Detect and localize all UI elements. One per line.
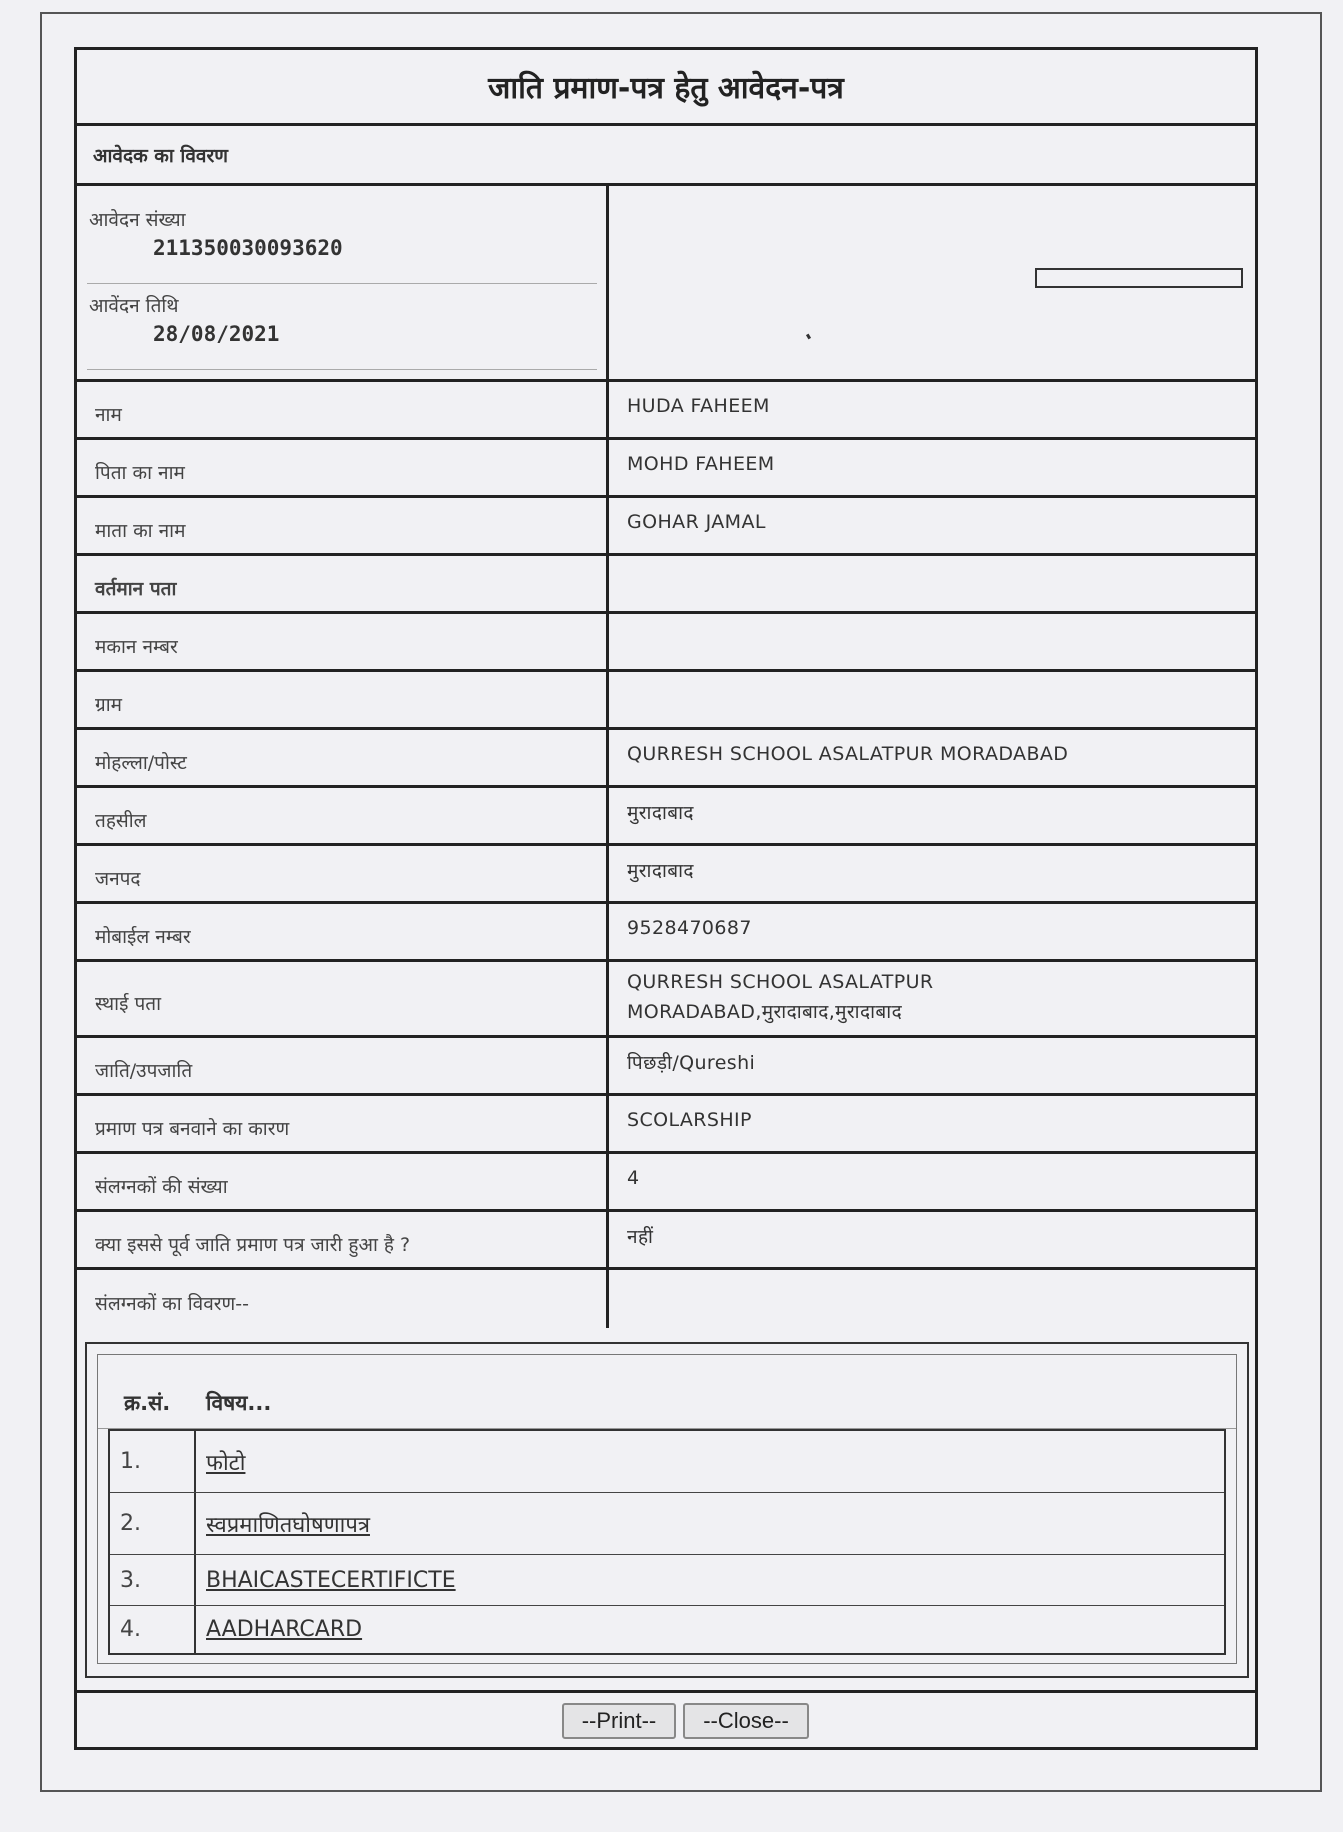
row-value: 9528470687 <box>627 916 752 939</box>
attachment-row <box>110 1606 1224 1653</box>
row-value: HUDA FAHEEM <box>627 394 770 417</box>
attachment-link-photo[interactable]: फोटो <box>206 1450 246 1476</box>
application-date-label: आवेंदन तिथि <box>89 295 179 317</box>
row-label: वर्तमान पता <box>77 556 609 611</box>
row-label: संलग्नकों का विवरण-- <box>77 1270 609 1328</box>
attachments-table <box>97 1354 1237 1664</box>
permanent-address-line1: QURRESH SCHOOL ASALATPUR <box>627 970 934 993</box>
row-tehsil <box>77 788 1255 846</box>
row-previous-certificate <box>77 1212 1255 1270</box>
photo-placeholder-box <box>1035 268 1243 288</box>
row-label: जाति/उपजाति <box>77 1038 609 1093</box>
row-label: मोबाईल नम्बर <box>77 904 609 959</box>
photo-area <box>609 186 1255 382</box>
attachment-link-self-declaration[interactable]: स्वप्रमाणितघोषणापत्र <box>206 1512 370 1538</box>
row-label: मोहल्ला/पोस्ट <box>77 730 609 785</box>
application-number-block <box>87 200 597 284</box>
close-button[interactable]: --Close-- <box>683 1703 809 1739</box>
row-label: जनपद <box>77 846 609 901</box>
row-caste <box>77 1038 1255 1096</box>
row-label: नाम <box>77 382 609 437</box>
action-bar <box>77 1690 1255 1747</box>
col-serial-number: क्र.सं. <box>124 1391 171 1415</box>
attachment-serial: 1. <box>110 1431 196 1492</box>
row-value: QURRESH SCHOOL ASALATPUR MORADABAD <box>627 742 1069 765</box>
attachment-link-brother-caste-certificate[interactable]: BHAICASTECERTIFICTE <box>206 1567 456 1593</box>
row-value: मुरादाबाद <box>627 801 694 824</box>
row-label: मकान नम्बर <box>77 614 609 669</box>
row-district <box>77 846 1255 904</box>
row-permanent-address <box>77 962 1255 1038</box>
row-attachment-details <box>77 1270 1255 1328</box>
application-number-value: 211350030093620 <box>153 236 343 260</box>
row-value: 4 <box>627 1166 640 1189</box>
row-label: ग्राम <box>77 672 609 727</box>
row-father-name <box>77 440 1255 498</box>
row-value <box>609 614 1255 669</box>
row-house-number <box>77 614 1255 672</box>
print-button[interactable]: --Print-- <box>562 1703 676 1739</box>
row-value <box>609 962 1255 1035</box>
row-value: GOHAR JAMAL <box>627 510 766 533</box>
form-title: जाति प्रमाण-पत्र हेतु आवेदन-पत्र <box>77 50 1255 126</box>
row-value <box>609 1270 1255 1328</box>
row-value: मुरादाबाद <box>627 859 694 882</box>
row-attachment-count <box>77 1154 1255 1212</box>
row-label: पिता का नाम <box>77 440 609 495</box>
attachment-row <box>110 1555 1224 1606</box>
row-value: पिछड़ी/Qureshi <box>627 1051 756 1074</box>
row-mother-name <box>77 498 1255 556</box>
attachment-link-aadhar-card[interactable]: AADHARCARD <box>206 1617 363 1642</box>
section-title: आवेदक का विवरण <box>77 126 1255 186</box>
caste-certificate-form <box>74 47 1258 1750</box>
row-label: संलग्नकों की संख्या <box>77 1154 609 1209</box>
attachment-serial: 2. <box>110 1493 196 1554</box>
col-subject: विषय... <box>206 1391 272 1415</box>
permanent-address-line2: MORADABAD,मुरादाबाद,मुरादाबाद <box>627 1000 903 1023</box>
row-value: नहीं <box>627 1225 654 1248</box>
application-meta <box>77 186 609 382</box>
attachments-panel <box>85 1342 1249 1678</box>
row-current-address <box>77 556 1255 614</box>
row-value: MOHD FAHEEM <box>627 452 775 475</box>
details-table <box>77 382 1255 1328</box>
attachment-row <box>110 1431 1224 1493</box>
stray-mark <box>806 334 811 340</box>
attachments-header <box>98 1355 1236 1429</box>
attachment-serial: 3. <box>110 1555 196 1605</box>
row-reason <box>77 1096 1255 1154</box>
row-name <box>77 382 1255 440</box>
application-number-label: आवेदन संख्या <box>89 209 186 231</box>
row-label: प्रमाण पत्र बनवाने का कारण <box>77 1096 609 1151</box>
attachment-row <box>110 1493 1224 1555</box>
row-label: क्या इससे पूर्व जाति प्रमाण पत्र जारी हुआ है ? <box>77 1212 609 1267</box>
row-locality-post <box>77 730 1255 788</box>
row-mobile <box>77 904 1255 962</box>
row-label: स्थाई पता <box>77 962 609 1035</box>
row-value <box>609 672 1255 727</box>
attachments-list <box>108 1429 1226 1655</box>
row-value <box>609 556 1255 611</box>
attachment-serial: 4. <box>110 1606 196 1653</box>
row-label: तहसील <box>77 788 609 843</box>
row-value: SCOLARSHIP <box>627 1108 752 1131</box>
application-date-value: 28/08/2021 <box>153 322 280 346</box>
row-label: माता का नाम <box>77 498 609 553</box>
application-date-block <box>87 286 597 370</box>
row-village <box>77 672 1255 730</box>
